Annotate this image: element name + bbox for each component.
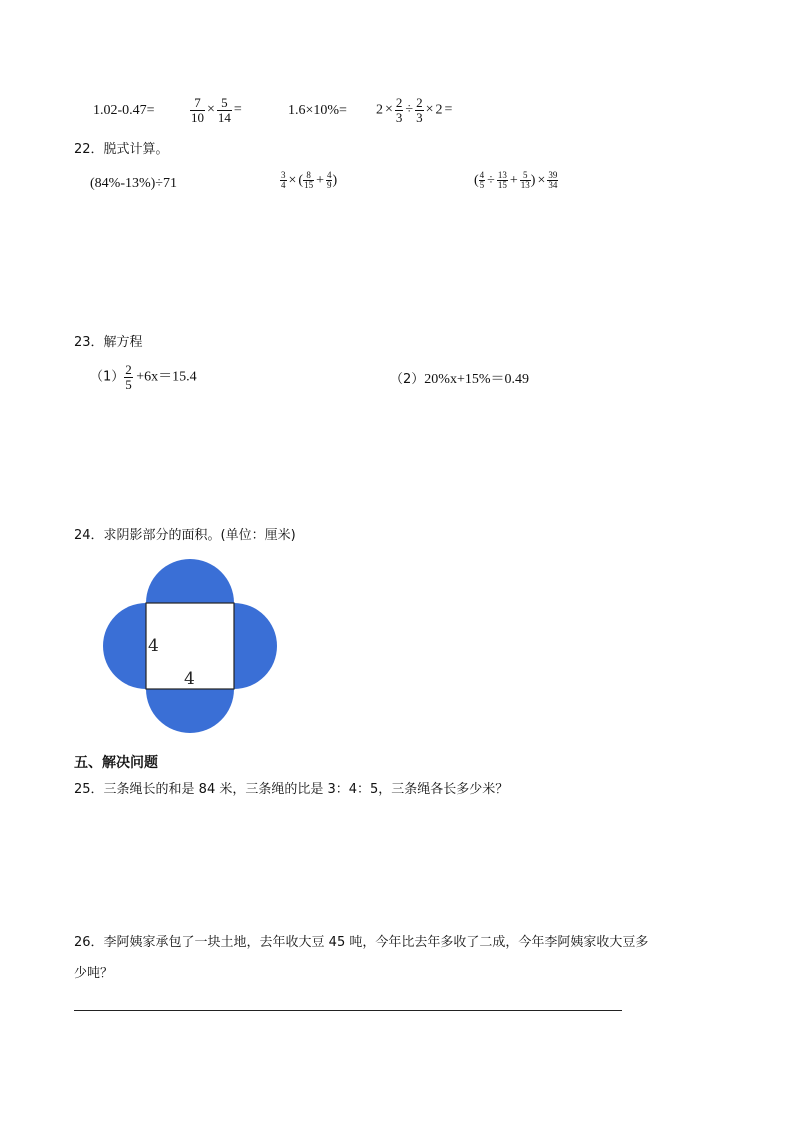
top-semicircle [146, 559, 234, 603]
question-23-title: 23．解方程 [74, 335, 143, 350]
question-26-line2: 少吨？ [74, 966, 114, 981]
oral-calc-1: 1.02-0.47= [93, 103, 155, 118]
right-semicircle [234, 603, 277, 689]
answer-line [74, 1010, 622, 1011]
fraction: $\frac{13}{15}$ [497, 170, 507, 191]
bottom-length-label: 4 [184, 669, 195, 689]
step-calc-3: ( $\frac{4}{5}$ ÷ $\frac{13}{15}$ + $\frac{5}{13}$ ) × $\frac{39}{34}$ [474, 170, 558, 191]
fraction: $\frac{2}{5}$ [125, 362, 132, 392]
oral-calc-4: 2 × $\frac{2}{3}$ ÷ $\frac{2}{3}$ × 2 = [376, 95, 453, 125]
equation-1: （1） $\frac{2}{5}$ +6x＝15.4 [90, 362, 197, 392]
fraction: $\frac{2}{3}$ [395, 95, 403, 125]
fraction: $\frac{39}{34}$ [548, 170, 558, 191]
side-length-label: 4 [148, 636, 159, 656]
oral-calc-2: $\frac{7}{10}$ × $\frac{5}{14}$ = [191, 95, 242, 125]
question-22-title: 22．脱式计算。 [74, 142, 169, 157]
question-26-line1: 26．李阿姨家承包了一块土地，去年收大豆 45 吨，今年比去年多收了二成，今年李阿姨家收大豆多 [74, 935, 649, 950]
fraction: $\frac{3}{4}$ [281, 170, 286, 191]
shaded-area-figure [98, 556, 280, 736]
equation-2: （2）20%x+15%＝0.49 [390, 372, 530, 387]
left-semicircle [103, 603, 146, 689]
fraction: $\frac{8}{15}$ [304, 170, 314, 191]
fraction: $\frac{4}{5}$ [479, 170, 485, 191]
fraction: $\frac{7}{10}$ [191, 95, 204, 125]
oral-calc-3: 1.6×10%= [288, 103, 347, 118]
fraction: $\frac{5}{14}$ [217, 95, 231, 125]
fraction: $\frac{4}{9}$ [326, 170, 332, 191]
fraction: $\frac{5}{13}$ [520, 170, 530, 191]
fraction: $\frac{2}{3}$ [416, 95, 423, 125]
section-title: 五、解决问题 [74, 755, 158, 771]
question-24-title: 24．求阴影部分的面积。(单位：厘米) [74, 528, 296, 543]
step-calc-1: (84%-13%)÷71 [90, 176, 177, 191]
question-25: 25．三条绳长的和是 84 米，三条绳的比是 3：4：5，三条绳各长多少米？ [74, 782, 509, 797]
step-calc-2: $\frac{3}{4}$ × ( $\frac{8}{15}$ + $\frac{4}{9}$ ) [281, 170, 338, 191]
bottom-semicircle [146, 689, 234, 733]
